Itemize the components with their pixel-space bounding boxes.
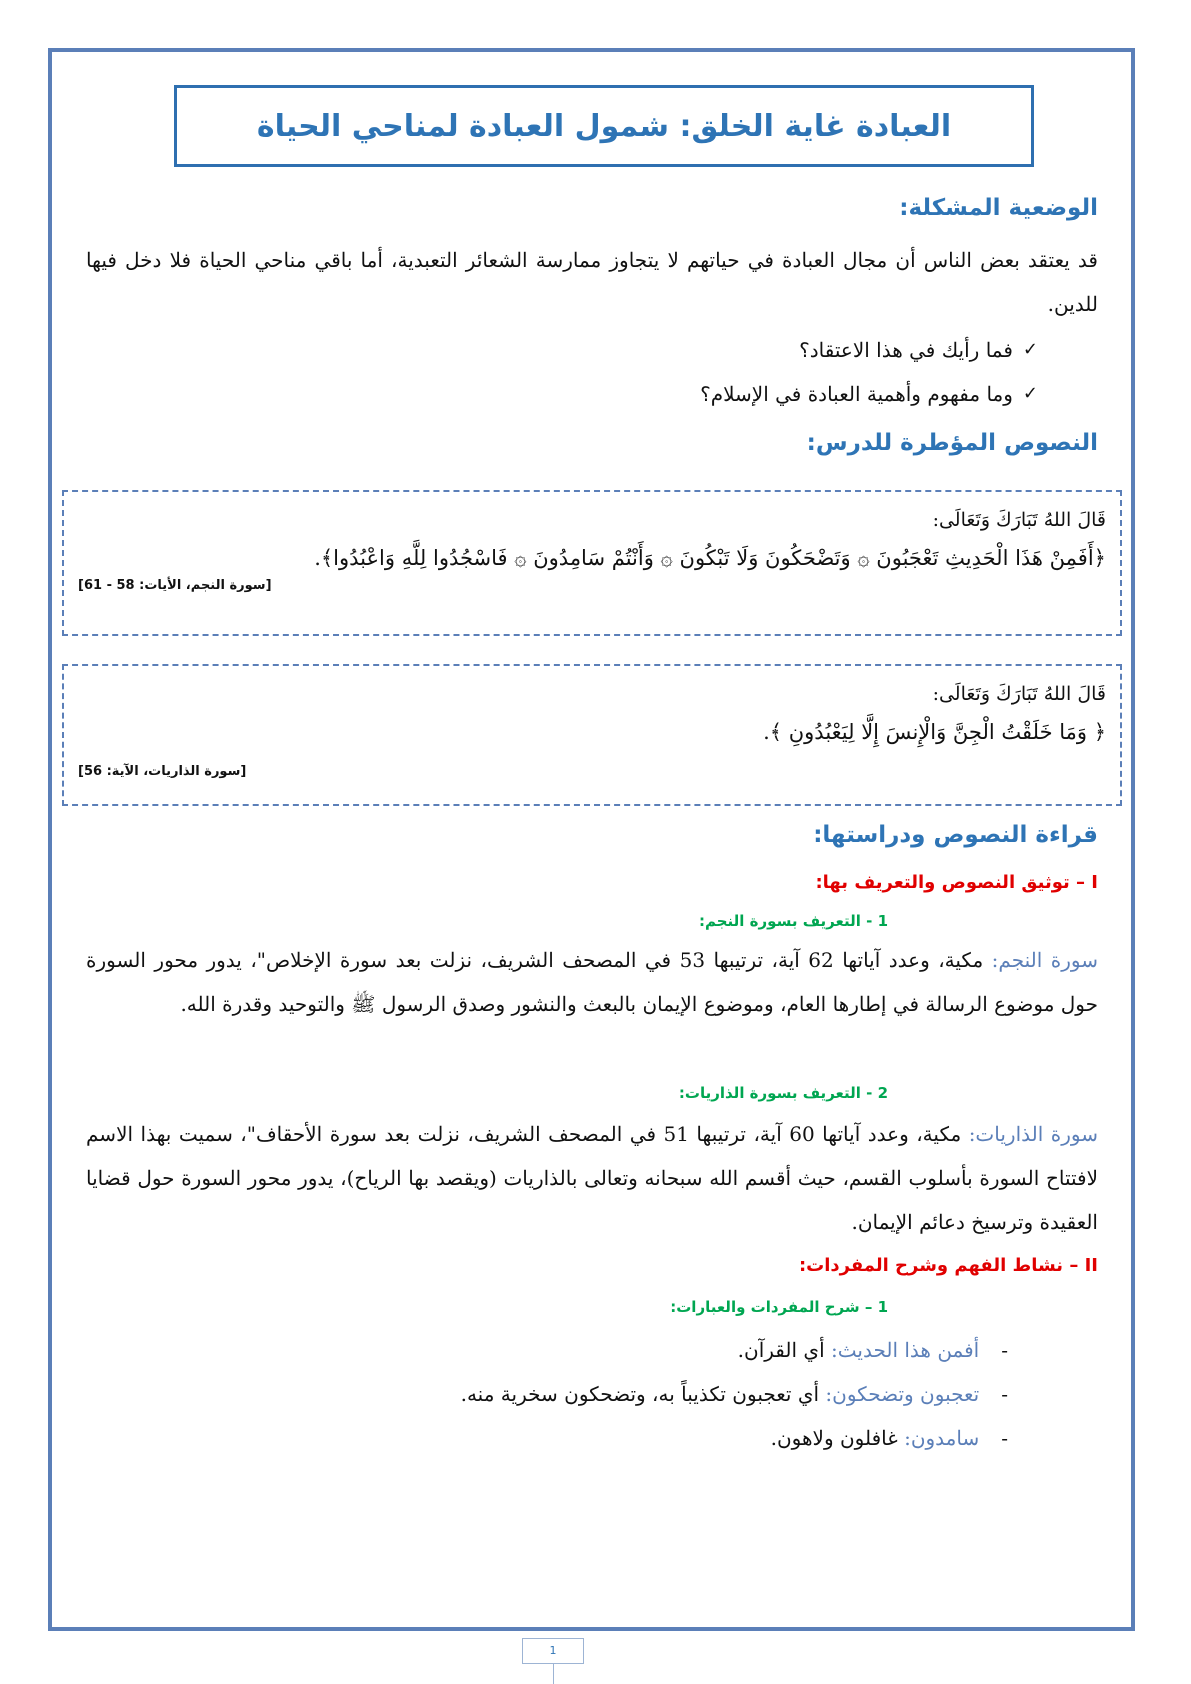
problem-text: قد يعتقد بعض الناس أن مجال العبادة في حياتهم لا يتجاوز ممارسة الشعائر التعبدية، أما باقي مناحي الحياة فلا دخل فيها للدين. [86,248,1098,316]
question-item: ✓ وما مفهوم وأهمية العبادة في الإسلام؟ [86,372,1098,416]
document-content [62,60,1122,1620]
quote-intro: قَالَ اللهُ تَبَارَكَ وَتَعَالَى: [932,509,1106,531]
quote-box-1 [62,490,1122,636]
part2-heading: II – نشاط الفهم وشرح المفردات: [798,1255,1098,1276]
sub1-heading: 1 - التعريف بسورة النجم: [698,912,888,930]
quote-box-2 [62,664,1122,806]
quote-reference: [سورة الذاريات، الآية: 56] [78,764,247,779]
title-box [174,85,1034,167]
quote-verse: ﴿أَفَمِنْ هَذَا الْحَدِيثِ تَعْجَبُونَ ۞ وَتَضْحَكُونَ وَلَا تَبْكُونَ ۞ وَأَنْتُمْ سَامِدُونَ ۞ فَاسْجُدُوا لِلَّهِ وَاعْبُدُوا﴾. [314,546,1106,570]
vocab-list [86,1328,1098,1460]
sub2-heading: 2 - التعريف بسورة الذاريات: [678,1084,888,1102]
check-icon: ✓ [1022,339,1038,360]
check-icon: ✓ [1022,383,1038,404]
najm-label: سورة النجم: [991,948,1098,972]
part1-heading: I – توثيق النصوص والتعريف بها: [815,872,1098,893]
footer-line [553,1664,554,1684]
quote-verse: ﴿ وَمَا خَلَقْتُ الْجِنَّ وَالْإِنسَ إِلَّا لِيَعْبُدُونِ ﴾. [763,720,1106,744]
dhariyat-paragraph: سورة الذاريات: مكية، وعدد آياتها 60 آية، ترتيبها 51 في المصحف الشريف، نزلت بعد سورة الأحقاف"، سميت بهذا الاسم لافتتاح السورة بأسلوب القسم، حيث أقسم الله سبحانه وتعالى بالذاريات (ويقصد بها الرياح)، يدور محور السورة حول قضايا العقيدة وترسيخ دعائم الإيمان. [86,1122,1098,1234]
question-item: ✓ فما رأيك في هذا الاعتقاد؟ [86,328,1098,372]
list-item: - سامدون: غافلون ولاهون. [770,1426,1008,1450]
quote-intro: قَالَ اللهُ تَبَارَكَ وَتَعَالَى: [932,683,1106,705]
list-item: - تعجبون وتضحكون: أي تعجبون تكذيباً به، وتضحكون سخرية منه. [460,1382,1008,1406]
problem-heading: الوضعية المشكلة: [899,195,1098,221]
page-number: 1 [522,1638,584,1664]
vocab-heading: 1 – شرح المفردات والعبارات: [670,1298,888,1316]
list-item: - أفمن هذا الحديث: أي القرآن. [737,1338,1008,1362]
lesson-title: العبادة غاية الخلق: شمول العبادة لمناحي الحياة [256,108,952,144]
najm-paragraph: سورة النجم: مكية، وعدد آياتها 62 آية، ترتيبها 53 في المصحف الشريف، نزلت بعد سورة الإخلاص"، يدور محور السورة حول موضوع الرسالة في إطارها العام، وموضوع الإيمان بالبعث والنشور وصدق الرسول ﷺ والتوحيد وقدرة الله. [86,948,1098,1016]
texts-heading: النصوص المؤطرة للدرس: [806,430,1098,456]
reading-heading: قراءة النصوص ودراستها: [813,822,1098,848]
quote-reference: [سورة النجم، الأيات: 58 - 61] [78,578,272,593]
dhariyat-label: سورة الذاريات: [968,1122,1098,1146]
questions-list [86,328,1098,416]
